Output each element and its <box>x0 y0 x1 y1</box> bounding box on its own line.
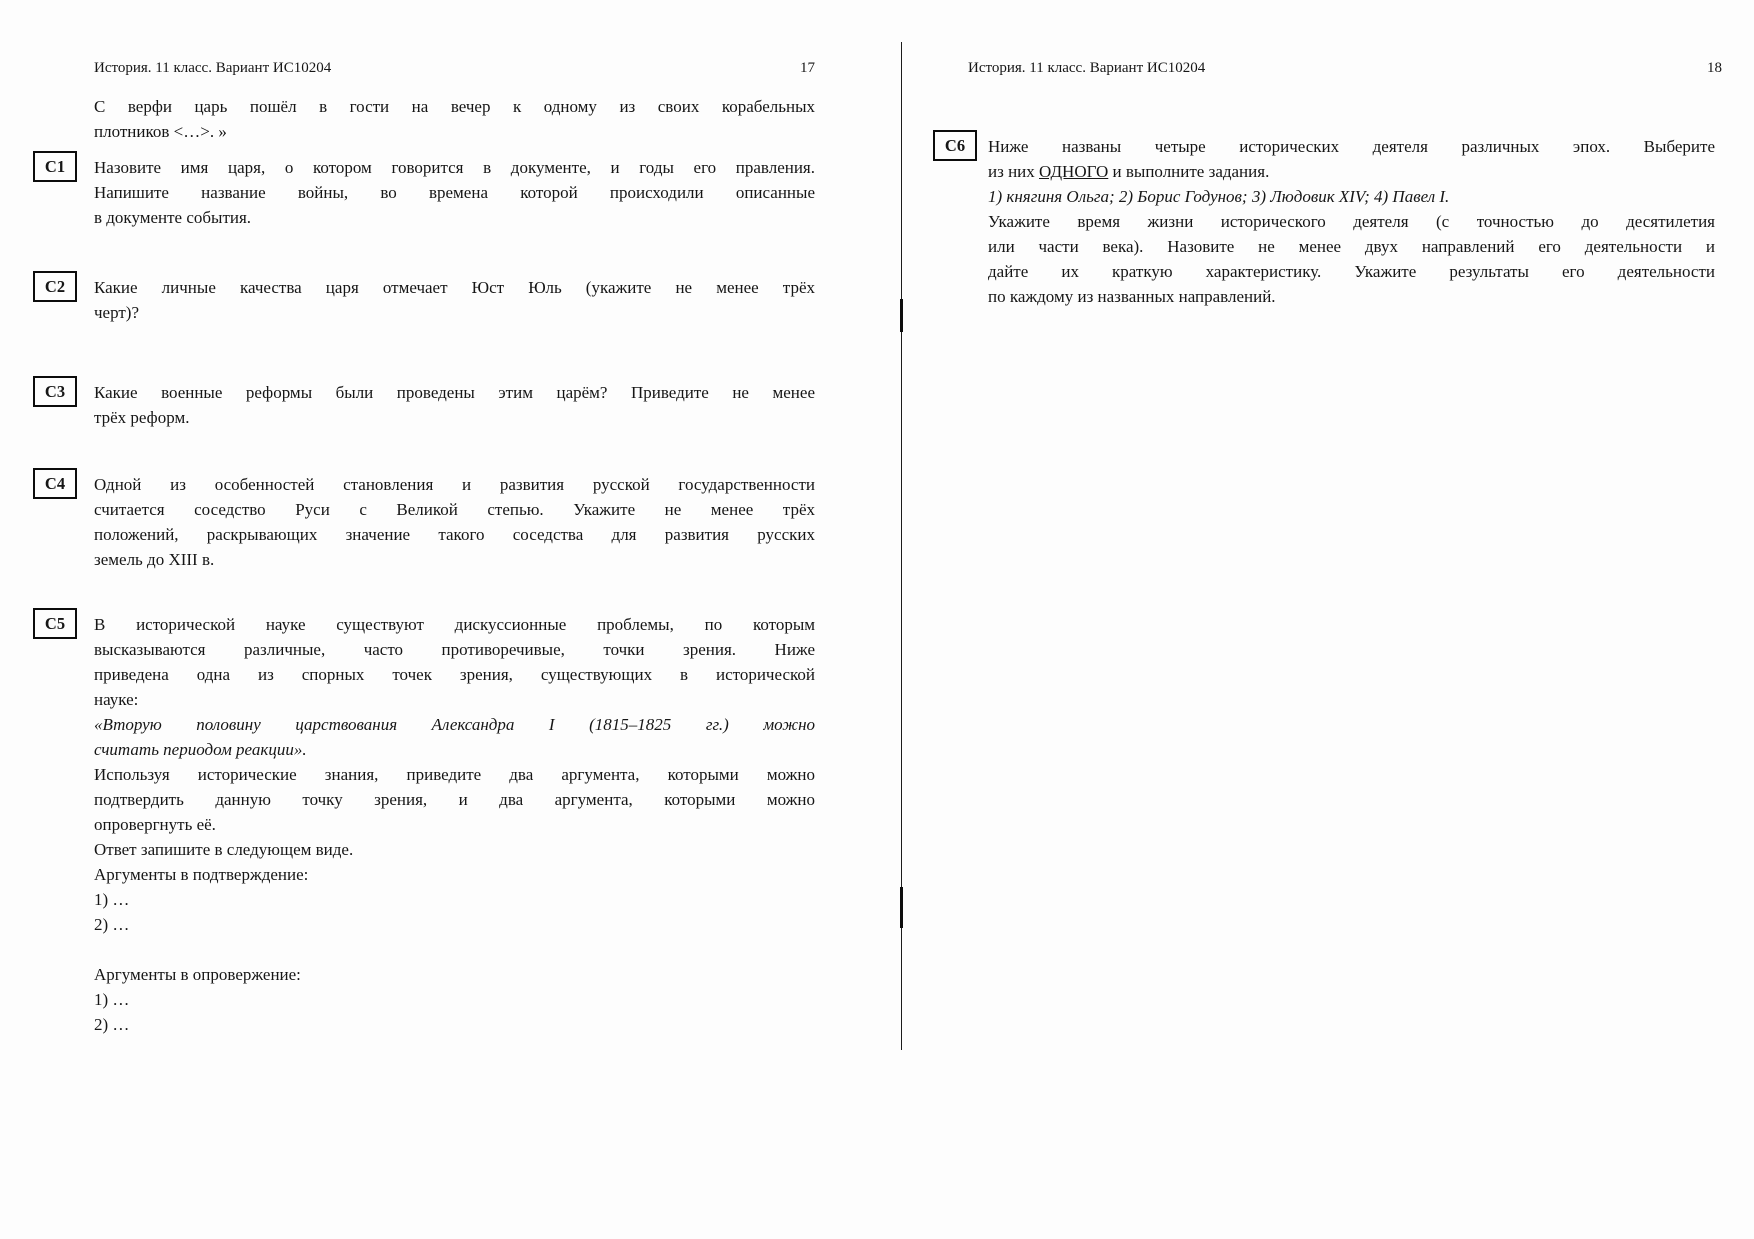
question-block <box>33 380 815 430</box>
question-block <box>33 275 815 325</box>
text-line: Ответ запишите в следующем виде. <box>94 840 354 859</box>
text-line: считается соседство Руси с Великой степью. Укажите не менее трёх <box>94 500 815 519</box>
question-label: С1 <box>33 151 77 182</box>
text-line: в документе события. <box>94 208 252 227</box>
text-line: Какие личные качества царя отмечает Юст Юль (укажите не менее трёх <box>94 278 815 297</box>
blank-line <box>94 937 815 962</box>
text-line: дайте их краткую характеристику. Укажите результаты его деятельности <box>988 262 1715 281</box>
question-label-column <box>33 275 94 302</box>
text-line: опровергнуть её. <box>94 815 216 834</box>
question-label-column <box>33 472 94 499</box>
question-block <box>33 155 815 230</box>
page-number: 17 <box>800 60 815 76</box>
question-label-column <box>33 612 94 639</box>
text-line <box>988 159 1715 184</box>
question-label: С2 <box>33 271 77 302</box>
text-line: С верфи царь пошёл в гости на вечер к одному из своих корабельных <box>94 97 815 116</box>
text-line: плотников <…>. » <box>94 122 227 141</box>
page-divider-artifact <box>900 299 903 332</box>
page-divider-artifact <box>900 887 903 928</box>
text-line: или части века). Назовите не менее двух направлений его деятельности и <box>988 237 1715 256</box>
page-header <box>94 60 815 77</box>
question-block <box>33 472 815 572</box>
text-line: по каждому из названных направлений. <box>988 287 1276 306</box>
text-line: В исторической науке существуют дискуссионные проблемы, по которым <box>94 615 815 634</box>
text-line: 2) … <box>94 1015 130 1034</box>
header-title: История. 11 класс. Вариант ИС10204 <box>94 60 332 76</box>
text-line: Одной из особенностей становления и развития русской государственности <box>94 475 815 494</box>
text-line: Назовите имя царя, о котором говорится в документе, и годы его правления. <box>94 158 815 177</box>
question-label: С6 <box>933 130 977 161</box>
text-line: подтвердить данную точку зрения, и два аргумента, которыми можно <box>94 790 815 809</box>
text-line: 1) княгиня Ольга; 2) Борис Годунов; 3) Людовик XIV; 4) Павел I. <box>988 187 1450 206</box>
question-label-column <box>33 380 94 407</box>
text-line: Ниже названы четыре исторических деятеля различных эпох. Выберите <box>988 137 1715 156</box>
page-header <box>968 60 1722 77</box>
text-line: черт)? <box>94 303 140 322</box>
text-line: Используя исторические знания, приведите два аргумента, которыми можно <box>94 765 815 784</box>
question-label: С4 <box>33 468 77 499</box>
text-line: земель до XIII в. <box>94 550 215 569</box>
question-block <box>33 94 815 144</box>
text-fragment: из них <box>988 162 1040 181</box>
question-label-column <box>933 134 988 161</box>
text-line: положений, раскрывающих значение такого соседства для развития русских <box>94 525 815 544</box>
question-text <box>988 134 1715 309</box>
text-line: Укажите время жизни исторического деятеля (с точностью до десятилетия <box>988 212 1715 231</box>
text-line: 1) … <box>94 990 130 1009</box>
underlined-word: ОДНОГО <box>1039 162 1109 181</box>
question-text <box>94 380 815 430</box>
text-line: 2) … <box>94 915 130 934</box>
question-label-column <box>33 155 94 182</box>
text-line: высказываются различные, часто противоречивые, точки зрения. Ниже <box>94 640 815 659</box>
text-line: Аргументы в опровержение: <box>94 965 301 984</box>
question-label: С5 <box>33 608 77 639</box>
text-line: трёх реформ. <box>94 408 190 427</box>
question-label: С3 <box>33 376 77 407</box>
page-number: 18 <box>1707 60 1722 76</box>
text-line: Напишите название войны, во времена которой происходили описанные <box>94 183 815 202</box>
text-line: приведена одна из спорных точек зрения, существующих в исторической <box>94 665 815 684</box>
text-line: Какие военные реформы были проведены этим царём? Приведите не менее <box>94 383 815 402</box>
text-line: «Вторую половину царствования Александра I (1815–1825 гг.) можно <box>94 715 815 734</box>
text-line: считать периодом реакции». <box>94 740 307 759</box>
text-line: науке: <box>94 690 139 709</box>
text-fragment: и выполните задания. <box>1108 162 1270 181</box>
question-block <box>33 612 815 1037</box>
question-block <box>933 134 1715 309</box>
question-text <box>94 155 815 230</box>
header-title: История. 11 класс. Вариант ИС10204 <box>968 60 1206 76</box>
text-line: 1) … <box>94 890 130 909</box>
text-line: Аргументы в подтверждение: <box>94 865 309 884</box>
question-text <box>94 612 815 1037</box>
question-text <box>94 275 815 325</box>
question-text <box>94 94 815 144</box>
question-text <box>94 472 815 572</box>
